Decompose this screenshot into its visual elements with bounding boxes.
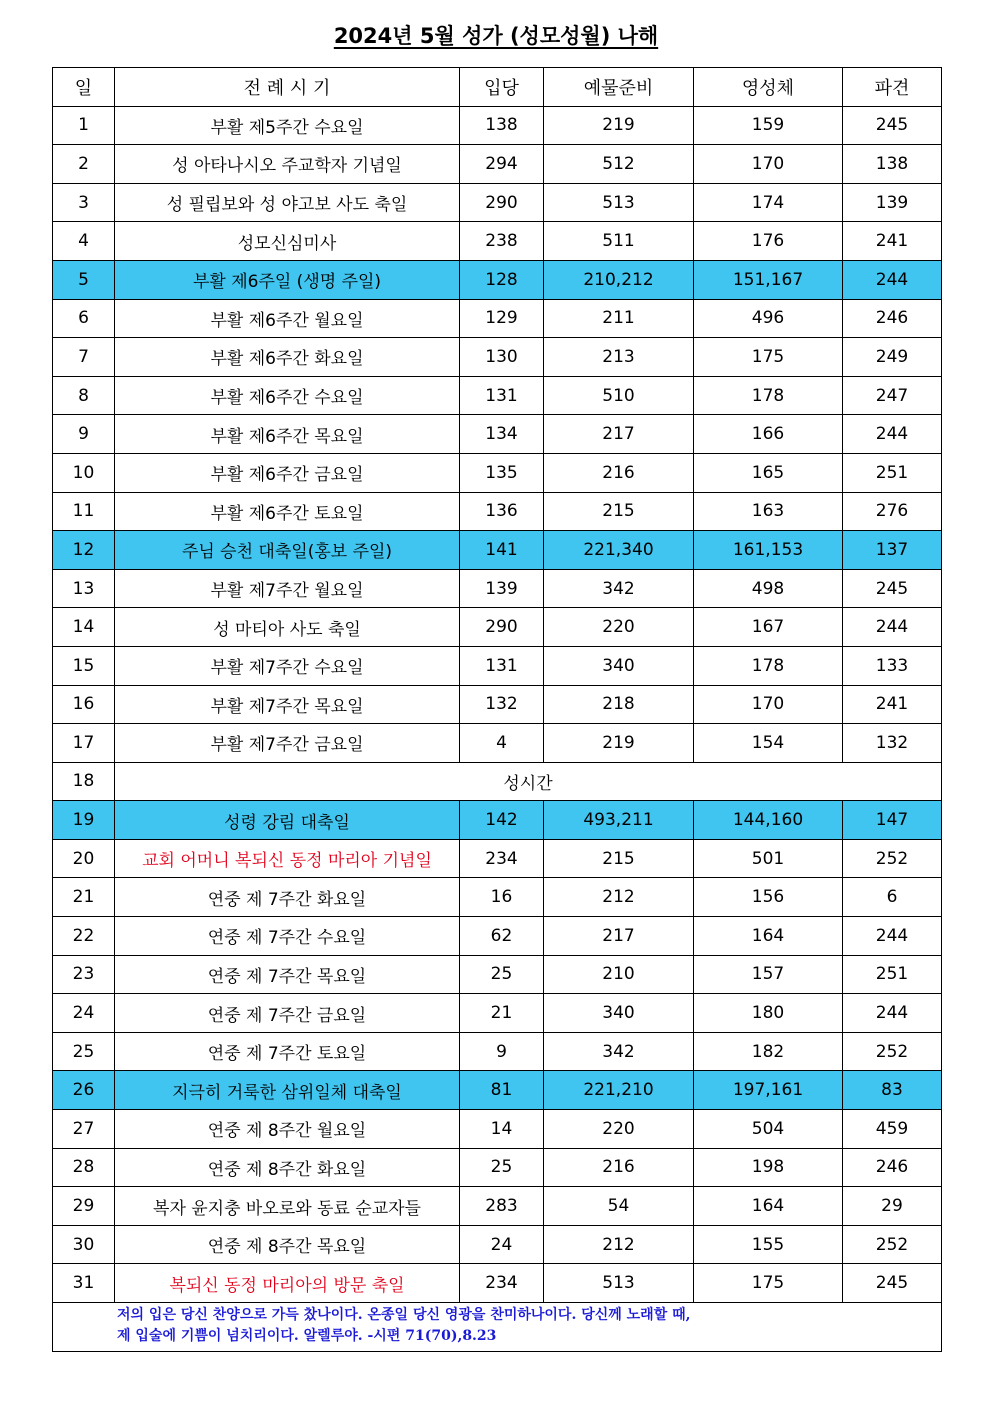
day-cell: 29 [53,1187,115,1226]
offertory-cell: 212 [544,1225,694,1264]
header-communion: 영성체 [694,68,843,107]
offertory-cell: 220 [544,1110,694,1149]
liturgy-cell: 주님 승천 대축일(홍보 주일) [115,531,460,570]
offertory-cell: 493,211 [544,801,694,840]
liturgy-cell: 부활 제6주간 목요일 [115,415,460,454]
table-row [53,878,942,917]
liturgy-cell: 성 마티아 사도 축일 [115,608,460,647]
table-row [53,1225,942,1264]
communion-cell: 501 [694,839,843,878]
table-row [53,415,942,454]
offertory-cell: 511 [544,222,694,261]
table-row [53,492,942,531]
header-row [53,68,942,107]
offertory-cell: 512 [544,145,694,184]
day-cell: 20 [53,839,115,878]
entrance-cell: 14 [460,1110,544,1149]
dismissal-cell: 246 [843,299,942,338]
offertory-cell: 510 [544,376,694,415]
day-cell: 4 [53,222,115,261]
dismissal-cell: 245 [843,106,942,145]
dismissal-cell: 246 [843,1148,942,1187]
entrance-cell: 24 [460,1225,544,1264]
communion-cell: 182 [694,1032,843,1071]
offertory-cell: 217 [544,917,694,956]
dismissal-cell: 245 [843,569,942,608]
entrance-cell: 129 [460,299,544,338]
dismissal-cell: 133 [843,646,942,685]
liturgy-cell: 부활 제5주간 수요일 [115,106,460,145]
header-entrance: 입당 [460,68,544,107]
liturgy-cell: 부활 제6주일 (생명 주일) [115,260,460,299]
communion-cell: 167 [694,608,843,647]
offertory-cell: 221,210 [544,1071,694,1110]
entrance-cell: 131 [460,646,544,685]
dismissal-cell: 276 [843,492,942,531]
dismissal-cell: 244 [843,994,942,1033]
communion-cell: 504 [694,1110,843,1149]
communion-cell: 498 [694,569,843,608]
communion-cell: 164 [694,917,843,956]
day-cell: 6 [53,299,115,338]
liturgy-cell: 부활 제6주간 화요일 [115,338,460,377]
day-cell: 10 [53,453,115,492]
psalm-quote [53,1303,942,1352]
liturgy-cell: 부활 제6주간 금요일 [115,453,460,492]
offertory-cell: 340 [544,646,694,685]
day-cell: 12 [53,531,115,570]
table-row [53,453,942,492]
liturgy-cell: 연중 제 7주간 목요일 [115,955,460,994]
psalm-line-1: 저의 입은 당신 찬양으로 가득 찼나이다. 온종일 당신 영광을 찬미하나이다. 당신께 노래할 때, [117,1307,691,1323]
table-row [53,1032,942,1071]
dismissal-cell: 137 [843,531,942,570]
offertory-cell: 216 [544,453,694,492]
communion-cell: 178 [694,376,843,415]
table-row [53,106,942,145]
liturgy-cell: 부활 제6주간 토요일 [115,492,460,531]
communion-cell: 157 [694,955,843,994]
table-row [53,222,942,261]
dismissal-cell: 29 [843,1187,942,1226]
liturgy-cell: 부활 제7주간 금요일 [115,724,460,763]
entrance-cell: 128 [460,260,544,299]
header-liturgy: 전 례 시 기 [115,68,460,107]
liturgy-cell: 연중 제 7주간 화요일 [115,878,460,917]
dismissal-cell: 244 [843,260,942,299]
entrance-cell: 290 [460,183,544,222]
dismissal-cell: 138 [843,145,942,184]
dismissal-cell: 251 [843,453,942,492]
communion-cell: 155 [694,1225,843,1264]
day-cell: 28 [53,1148,115,1187]
entrance-cell: 130 [460,338,544,377]
communion-cell: 144,160 [694,801,843,840]
offertory-cell: 215 [544,492,694,531]
table-row [53,1187,942,1226]
entrance-cell: 234 [460,839,544,878]
entrance-cell: 139 [460,569,544,608]
day-cell: 16 [53,685,115,724]
table-row [53,376,942,415]
day-cell: 23 [53,955,115,994]
entrance-cell: 62 [460,917,544,956]
table-row [53,917,942,956]
communion-cell: 159 [694,106,843,145]
communion-cell: 166 [694,415,843,454]
communion-cell: 165 [694,453,843,492]
page-title [0,20,992,50]
dismissal-cell: 459 [843,1110,942,1149]
communion-cell: 178 [694,646,843,685]
day-cell: 9 [53,415,115,454]
offertory-cell: 342 [544,569,694,608]
liturgy-cell: 성모신심미사 [115,222,460,261]
offertory-cell: 217 [544,415,694,454]
dismissal-cell: 6 [843,878,942,917]
day-cell: 19 [53,801,115,840]
liturgy-cell: 부활 제7주간 월요일 [115,569,460,608]
dismissal-cell: 245 [843,1264,942,1303]
communion-cell: 170 [694,685,843,724]
dismissal-cell: 249 [843,338,942,377]
day-cell: 7 [53,338,115,377]
entrance-cell: 138 [460,106,544,145]
communion-cell: 175 [694,338,843,377]
offertory-cell: 219 [544,106,694,145]
liturgy-cell: 성령 강림 대축일 [115,801,460,840]
dismissal-cell: 252 [843,1032,942,1071]
table-row [53,685,942,724]
liturgy-hymn-table [52,67,942,1352]
table-row [53,646,942,685]
liturgy-cell: 부활 제7주간 수요일 [115,646,460,685]
table-row [53,183,942,222]
dismissal-cell: 83 [843,1071,942,1110]
offertory-cell: 513 [544,183,694,222]
psalm-line-2: 제 입술에 기쁨이 넘치리이다. 알렐루야. -시편 71(70),8.23 [117,1328,497,1344]
day-cell: 15 [53,646,115,685]
day-cell: 26 [53,1071,115,1110]
entrance-cell: 141 [460,531,544,570]
day-cell: 22 [53,917,115,956]
entrance-cell: 81 [460,1071,544,1110]
offertory-cell: 215 [544,839,694,878]
table-row [53,145,942,184]
day-cell: 27 [53,1110,115,1149]
table-row [53,338,942,377]
table-row [53,299,942,338]
entrance-cell: 294 [460,145,544,184]
communion-cell: 156 [694,878,843,917]
day-cell: 3 [53,183,115,222]
communion-cell: 197,161 [694,1071,843,1110]
liturgy-cell: 성 필립보와 성 야고보 사도 축일 [115,183,460,222]
table-row [53,608,942,647]
day-cell: 17 [53,724,115,763]
day-cell: 11 [53,492,115,531]
offertory-cell: 218 [544,685,694,724]
communion-cell: 161,153 [694,531,843,570]
liturgy-cell: 부활 제6주간 수요일 [115,376,460,415]
footer-row [53,1303,942,1352]
offertory-cell: 342 [544,1032,694,1071]
entrance-cell: 9 [460,1032,544,1071]
day-cell: 2 [53,145,115,184]
dismissal-cell: 139 [843,183,942,222]
offertory-cell: 210 [544,955,694,994]
entrance-cell: 142 [460,801,544,840]
liturgy-cell: 연중 제 8주간 월요일 [115,1110,460,1149]
header-offertory: 예물준비 [544,68,694,107]
offertory-cell: 220 [544,608,694,647]
liturgy-cell: 교회 어머니 복되신 동정 마리아 기념일 [115,839,460,878]
table-row [53,1110,942,1149]
communion-cell: 175 [694,1264,843,1303]
liturgy-cell: 복자 윤지충 바오로와 동료 순교자들 [115,1187,460,1226]
communion-cell: 154 [694,724,843,763]
day-cell: 25 [53,1032,115,1071]
table-row [53,994,942,1033]
communion-cell: 164 [694,1187,843,1226]
table-row [53,1148,942,1187]
day-cell: 18 [53,762,115,801]
span-cell: 성시간 [115,762,942,801]
offertory-cell: 212 [544,878,694,917]
table-row [53,839,942,878]
liturgy-cell: 연중 제 8주간 화요일 [115,1148,460,1187]
entrance-cell: 25 [460,1148,544,1187]
dismissal-cell: 147 [843,801,942,840]
liturgy-cell: 복되신 동정 마리아의 방문 축일 [115,1264,460,1303]
day-cell: 13 [53,569,115,608]
offertory-cell: 54 [544,1187,694,1226]
day-cell: 14 [53,608,115,647]
day-cell: 31 [53,1264,115,1303]
dismissal-cell: 241 [843,685,942,724]
liturgy-cell: 부활 제7주간 목요일 [115,685,460,724]
table-row [53,955,942,994]
liturgy-cell: 성 아타나시오 주교학자 기념일 [115,145,460,184]
liturgy-cell: 지극히 거룩한 삼위일체 대축일 [115,1071,460,1110]
liturgy-cell: 연중 제 7주간 토요일 [115,1032,460,1071]
communion-cell: 174 [694,183,843,222]
table-row [53,1264,942,1303]
communion-cell: 496 [694,299,843,338]
entrance-cell: 238 [460,222,544,261]
day-cell: 1 [53,106,115,145]
communion-cell: 198 [694,1148,843,1187]
table-row [53,531,942,570]
offertory-cell: 216 [544,1148,694,1187]
offertory-cell: 340 [544,994,694,1033]
communion-cell: 163 [694,492,843,531]
dismissal-cell: 252 [843,1225,942,1264]
dismissal-cell: 244 [843,415,942,454]
entrance-cell: 290 [460,608,544,647]
dismissal-cell: 244 [843,608,942,647]
liturgy-cell: 부활 제6주간 월요일 [115,299,460,338]
day-cell: 8 [53,376,115,415]
table-row [53,1071,942,1110]
dismissal-cell: 241 [843,222,942,261]
communion-cell: 180 [694,994,843,1033]
dismissal-cell: 251 [843,955,942,994]
table-row [53,724,942,763]
offertory-cell: 211 [544,299,694,338]
dismissal-cell: 244 [843,917,942,956]
offertory-cell: 210,212 [544,260,694,299]
header-dismissal: 파견 [843,68,942,107]
entrance-cell: 4 [460,724,544,763]
entrance-cell: 25 [460,955,544,994]
offertory-cell: 213 [544,338,694,377]
day-cell: 5 [53,260,115,299]
liturgy-cell: 연중 제 7주간 수요일 [115,917,460,956]
entrance-cell: 135 [460,453,544,492]
entrance-cell: 136 [460,492,544,531]
entrance-cell: 16 [460,878,544,917]
header-day: 일 [53,68,115,107]
communion-cell: 151,167 [694,260,843,299]
table-row [53,762,942,801]
offertory-cell: 221,340 [544,531,694,570]
entrance-cell: 234 [460,1264,544,1303]
day-cell: 21 [53,878,115,917]
liturgy-cell: 연중 제 7주간 금요일 [115,994,460,1033]
table-row [53,260,942,299]
entrance-cell: 283 [460,1187,544,1226]
entrance-cell: 21 [460,994,544,1033]
liturgy-cell: 연중 제 8주간 목요일 [115,1225,460,1264]
entrance-cell: 131 [460,376,544,415]
communion-cell: 170 [694,145,843,184]
day-cell: 24 [53,994,115,1033]
table-row [53,569,942,608]
title-text: 2024년 5월 성가 (성모성월) 나해 [333,24,659,48]
dismissal-cell: 247 [843,376,942,415]
entrance-cell: 132 [460,685,544,724]
dismissal-cell: 252 [843,839,942,878]
offertory-cell: 513 [544,1264,694,1303]
entrance-cell: 134 [460,415,544,454]
day-cell: 30 [53,1225,115,1264]
table-row [53,801,942,840]
communion-cell: 176 [694,222,843,261]
offertory-cell: 219 [544,724,694,763]
dismissal-cell: 132 [843,724,942,763]
